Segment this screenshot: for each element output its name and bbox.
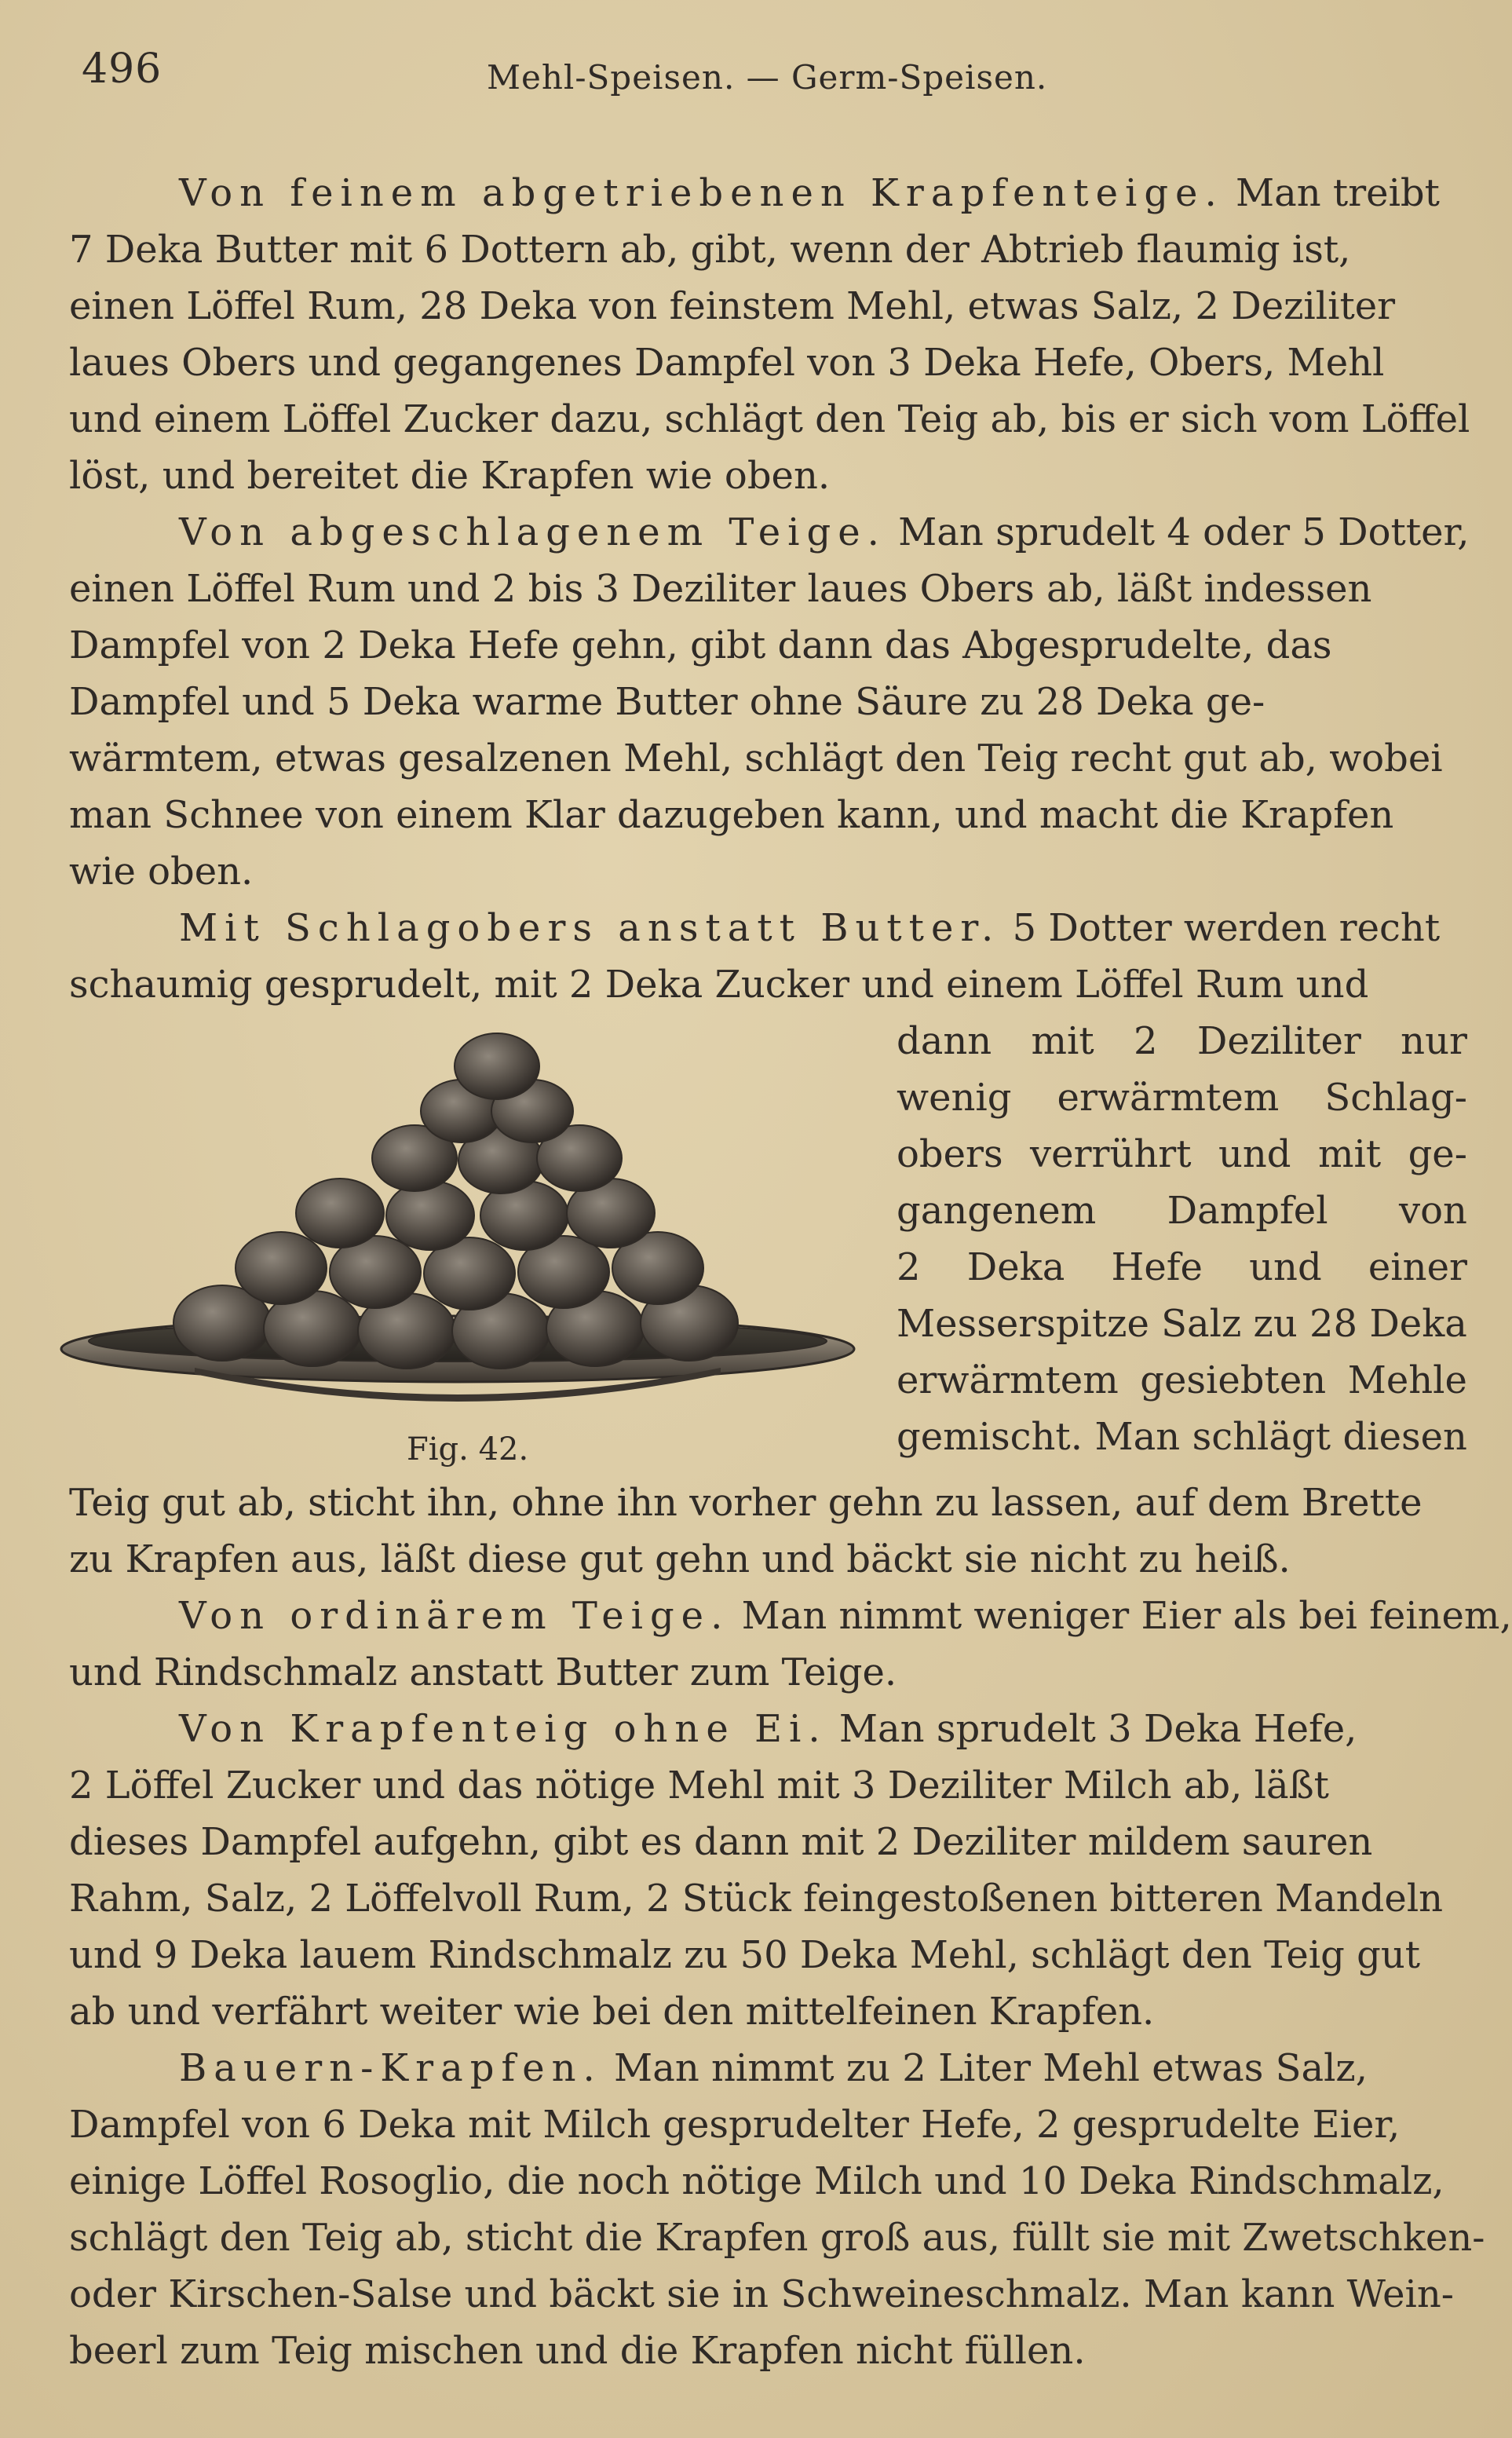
krapfen xyxy=(386,1181,474,1250)
krapfen-top xyxy=(455,1033,539,1099)
text-line: und 9 Deka lauem Rindschmalz zu 50 Deka Mehl, schlägt den Teig gut xyxy=(69,1933,1421,1977)
text-line: wärmtem, etwas gesalzenen Mehl, schlägt den Teig recht gut ab, wobei xyxy=(69,737,1443,780)
krapfen xyxy=(236,1232,327,1304)
text-line: Messerspitze Salz zu 28 Deka xyxy=(897,1302,1467,1346)
text-line: Man nimmt weniger Eier als bei feinem, xyxy=(741,1594,1512,1638)
running-head: Mehl-Speisen. — Germ-Speisen. xyxy=(487,58,1048,97)
text-line: gemischt. Man schlägt diesen xyxy=(897,1415,1467,1459)
text-line: Man sprudelt 3 Deka Hefe, xyxy=(838,1707,1357,1751)
page-body xyxy=(69,165,1512,2379)
text-line: 2 Löffel Zucker und das nötige Mehl mit 3 Deziliter Milch ab, läßt xyxy=(69,1764,1329,1807)
text-line: zu Krapfen aus, läßt diese gut gehn und bäckt sie nicht zu heiß. xyxy=(69,1537,1291,1581)
text-line: und einem Löffel Zucker dazu, schlägt den Teig ab, bis er sich vom Löffel xyxy=(69,397,1470,441)
page-number: 496 xyxy=(82,46,163,93)
text-line: erwärmtem gesiebten Mehle xyxy=(897,1358,1467,1402)
text-line: 5 Dotter werden recht xyxy=(1012,906,1441,950)
text-line: löst, und bereitet die Krapfen wie oben. xyxy=(69,454,831,498)
text-line: Dampfel und 5 Deka warme Butter ohne Säure zu 28 Deka ge- xyxy=(69,680,1265,724)
text-line: 2 Deka Hefe und einer xyxy=(897,1245,1467,1289)
text-line: Dampfel von 6 Deka mit Milch gesprudelter Hefe, 2 gesprudelte Eier, xyxy=(69,2103,1401,2147)
text-line: oder Kirschen-Salse und bäckt sie in Schweineschmalz. Man kann Wein- xyxy=(69,2272,1454,2316)
text-line: Man sprudelt 4 oder 5 Dotter, xyxy=(898,510,1470,554)
text-line: dann mit 2 Deziliter nur xyxy=(897,1019,1467,1063)
text-line: Man nimmt zu 2 Liter Mehl etwas Salz, xyxy=(614,2046,1368,2090)
text-line: obers verrührt und mit ge- xyxy=(897,1132,1467,1176)
krapfen xyxy=(296,1179,384,1248)
paragraph-heading: Von Krapfenteig ohne Ei. xyxy=(179,1707,827,1751)
text-line: 7 Deka Butter mit 6 Dottern ab, gibt, wenn der Abtrieb flaumig ist, xyxy=(69,228,1351,272)
text-line: dieses Dampfel aufgehn, gibt es dann mit 2 Deziliter mildem sauren xyxy=(69,1820,1373,1864)
paragraph-heading: Von abgeschlagenem Teige. xyxy=(179,510,886,554)
text-line: einige Löffel Rosoglio, die noch nötige Milch und 10 Deka Rindschmalz, xyxy=(69,2159,1444,2203)
text-line: wenig erwärmtem Schlag- xyxy=(897,1076,1467,1120)
paragraph-heading: Von ordinärem Teige. xyxy=(179,1594,730,1638)
text-line: schlägt den Teig ab, sticht die Krapfen groß aus, füllt sie mit Zwetschken- xyxy=(69,2216,1485,2260)
paragraph-ohne-ei xyxy=(69,1701,1444,2040)
figure-with-text xyxy=(69,1013,1467,1475)
paragraph-heading: Mit Schlagobers anstatt Butter. xyxy=(179,906,1001,950)
paragraph-bauern-krapfen xyxy=(69,2040,1485,2379)
text-line: ab und verfährt weiter wie bei den mittelfeinen Krapfen. xyxy=(69,1990,1155,2034)
text-line: schaumig gesprudelt, mit 2 Deka Zucker und einem Löffel Rum und xyxy=(69,963,1369,1007)
text-line: einen Löffel Rum und 2 bis 3 Deziliter laues Obers ab, läßt indessen xyxy=(69,567,1372,611)
text-line: man Schnee von einem Klar dazugeben kann, und macht die Krapfen xyxy=(69,793,1394,837)
text-line: gangenem Dampfel von xyxy=(897,1189,1467,1233)
text-line: Teig gut ab, sticht ihn, ohne ihn vorher gehn zu lassen, auf dem Brette xyxy=(69,1481,1423,1525)
text-line: und Rindschmalz anstatt Butter zum Teige. xyxy=(69,1650,897,1694)
text-line: Dampfel von 2 Deka Hefe gehn, gibt dann das Abgesprudelte, das xyxy=(69,623,1332,667)
krapfen-row-4 xyxy=(372,1125,622,1193)
text-line: beerl zum Teig mischen und die Krapfen nicht füllen. xyxy=(69,2329,1086,2373)
paragraph-heading: Von feinem abgetriebenen Krapfenteige. xyxy=(179,171,1224,215)
text-line: einen Löffel Rum, 28 Deka von feinstem Mehl, etwas Salz, 2 Deziliter xyxy=(69,284,1396,328)
figure-side-text xyxy=(893,1013,1467,1475)
text-line: Man treibt xyxy=(1235,171,1440,215)
paragraph-heading: Bauern-Krapfen. xyxy=(179,2046,602,2090)
paragraph-abgeschlagener-teig xyxy=(69,504,1470,900)
paragraph-schlagobers xyxy=(69,900,1467,1588)
text-line: wie oben. xyxy=(69,850,254,894)
krapfen-pyramid-illustration xyxy=(61,1013,893,1421)
figure-42 xyxy=(69,1013,893,1475)
figure-caption: Fig. 42. xyxy=(407,1431,529,1468)
text-line: laues Obers und gegangenes Dampfel von 3 Deka Hefe, Obers, Mehl xyxy=(69,341,1385,385)
paragraph-feiner-krapfenteig xyxy=(69,165,1470,504)
paragraph-ordinaerer-teig xyxy=(69,1588,1512,1701)
text-line: Rahm, Salz, 2 Löffelvoll Rum, 2 Stück feingestoßenen bitteren Mandeln xyxy=(69,1877,1444,1921)
